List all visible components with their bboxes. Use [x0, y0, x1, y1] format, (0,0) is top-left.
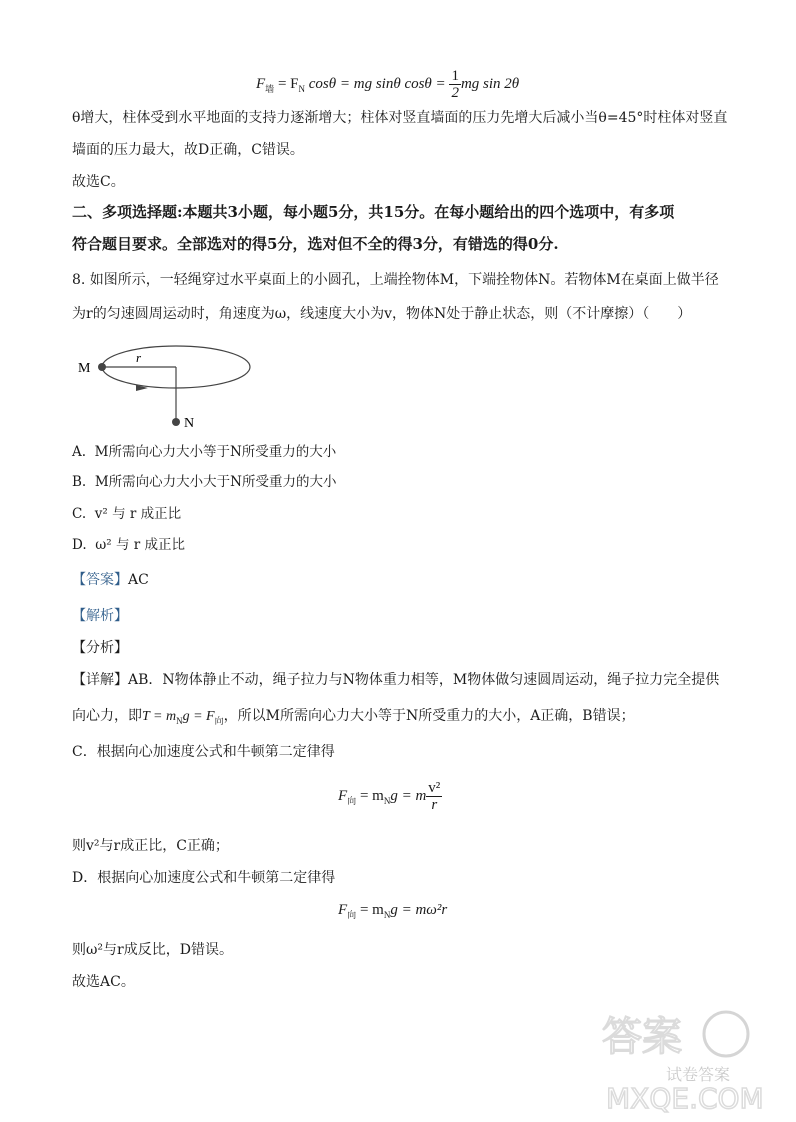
- option-d: D. ω² 与 r 成正比: [72, 537, 185, 553]
- centripetal-formula-omega: $F_向 = m_Ng = m\omega^2r$: [338, 902, 448, 920]
- question8-line2: 为r的匀速圆周运动时，角速度为ω，线速度大小为v，物体N处于静止状态，则（不计摩擦）（ ）: [72, 306, 692, 322]
- svg-text:答案: 答案: [602, 1014, 682, 1060]
- centripetal-formula-v: $F_向 = m_Ng = m$ $\frac{\text{v²}}{r}$: [338, 780, 441, 813]
- watermark-domain: MXQE.COM: [606, 1082, 764, 1114]
- c-conclusion: 则v²与r成正比，C正确；: [72, 838, 229, 854]
- analysis-tag: 【解析】: [72, 608, 128, 624]
- answer-tag: 【答案】: [72, 572, 128, 588]
- option-a: A. M所需向心力大小等于N所受重力的大小: [72, 444, 337, 460]
- top-formula: $F_墙 = F_N$ cosθ = mg sinθ cosθ = $\frac{1}{2}$ mg sin 2θ: [256, 68, 520, 101]
- label-n: N: [184, 416, 195, 428]
- option-c: C. v² 与 r 成正比: [72, 506, 182, 522]
- fenxi-tag: 【分析】: [72, 640, 128, 656]
- option-b: B. M所需向心力大小大于N所受重力的大小: [72, 474, 337, 490]
- detail-line1: 【详解】AB．N物体静止不动，绳子拉力与N物体重力相等，M物体做匀速圆周运动，绳子拉力完全提供: [72, 672, 720, 688]
- watermark-logo: [596, 1004, 786, 1114]
- option-c-analysis: C．根据向心加速度公式和牛顿第二定律得: [72, 744, 335, 760]
- watermark-label: 试卷答案: [666, 1065, 731, 1084]
- circular-motion-figure: [70, 338, 270, 428]
- question8-line1: 8. 如图所示，一轻绳穿过水平桌面上的小圆孔，上端拴物体M，下端拴物体N。若物体M在桌面上做半径: [72, 272, 719, 288]
- mass-n-dot: [172, 418, 180, 426]
- answer-value: AC: [128, 572, 149, 588]
- answer-line: [72, 570, 149, 590]
- detail-line2: 向心力，即$T = m_Ng = F_向$，所以M所需向心力大小等于N所受重力的大小，A正确，B错误；: [72, 708, 635, 726]
- option-d-analysis: D．根据向心加速度公式和牛顿第二定律得: [72, 870, 336, 886]
- final-answer: 故选AC。: [72, 974, 135, 990]
- mass-m-dot: [98, 363, 106, 371]
- para1-line3: 故选C。: [72, 174, 125, 190]
- section2-heading-line2: 符合题目要求。全部选对的得5分，选对但不全的得3分，有错选的得0分.: [72, 235, 559, 253]
- para1-line1: θ增大，柱体受到水平地面的支持力逐渐增大；柱体对竖直墙面的压力先增大后减小当θ=45°时柱体对竖直: [72, 110, 728, 126]
- label-r: r: [136, 350, 142, 365]
- section2-heading-line1: 二、多项选择题:本题共3小题，每小题5分，共15分。在每小题给出的四个选项中，有多项: [72, 203, 675, 221]
- para1-line2: 墙面的压力最大，故D正确，C错误。: [72, 142, 304, 158]
- d-conclusion: 则ω²与r成反比，D错误。: [72, 942, 233, 958]
- label-m: M: [78, 361, 91, 376]
